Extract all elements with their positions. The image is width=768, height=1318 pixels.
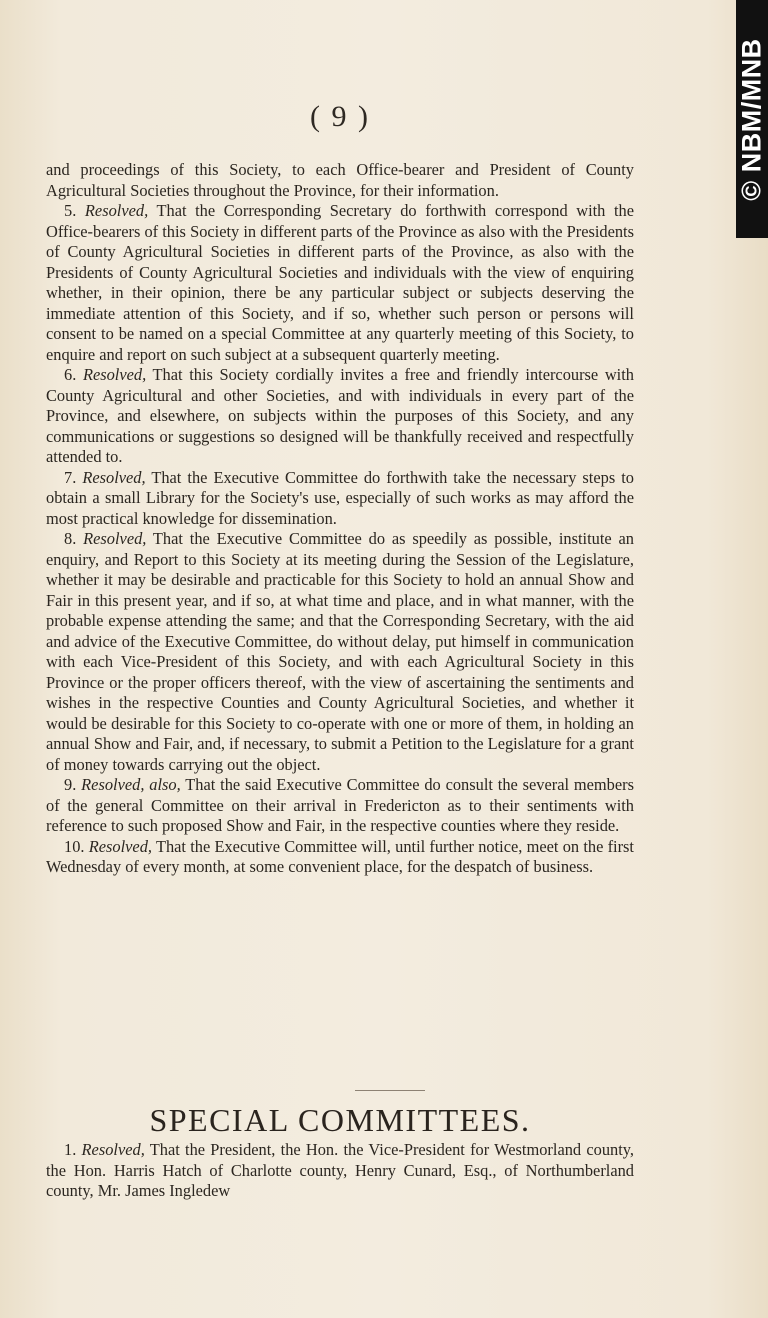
resolved-word: Resolved, also, [81, 775, 181, 794]
resolved-word: Resolved, [88, 836, 152, 856]
resolution-8 [46, 529, 634, 775]
resolution-text: That the Executive Committee do forthwith take the necessary steps to obtain a small Library for the Society's use, especially of such works as may afford the most practical knowledge for dissemination. [46, 467, 634, 528]
resolutions-text [46, 160, 634, 878]
resolution-text: That this Society cordially invites a free and friendly intercourse with County Agricultural and other Societies, and with individuals in every part of the Province, and elsewhere, on subjects within the purposes of this Society, and any communications or suggestions so designed will be thankfully received and respectfully attended to. [46, 365, 634, 466]
watermark-text: © NBM/MNB [736, 37, 767, 201]
page-number: ( 9 ) [310, 100, 370, 133]
section-heading: SPECIAL COMMITTEES. [149, 1102, 531, 1138]
resolution-number: 7. [64, 467, 77, 487]
copyright-watermark [736, 0, 768, 238]
special-resolution-1 [46, 1140, 634, 1202]
resolved-word: Resolved, [81, 1140, 145, 1159]
divider-rule [355, 1090, 425, 1091]
resolution-number: 10. [64, 836, 85, 856]
resolved-word: Resolved, [82, 467, 146, 487]
resolution-6 [46, 365, 634, 468]
intro-paragraph: and proceedings of this Society, to each Office-bearer and President of County Agricultural Societies throughout the Province, for their information. [46, 160, 634, 200]
resolution-10 [46, 837, 634, 878]
resolved-word: Resolved, [83, 529, 147, 548]
resolution-number: 8. [64, 529, 77, 548]
resolution-text: That the said Executive Committee do consult the several members of the general Committee on their arrival in Fredericton as to their sentiments with reference to such proposed Show and Fair, in the respective counties where they reside. [46, 775, 634, 835]
resolution-number: 9. [64, 775, 77, 794]
resolved-word: Resolved, [82, 365, 147, 384]
resolution-9 [46, 775, 634, 837]
resolution-5 [46, 201, 634, 365]
resolution-7 [46, 468, 634, 530]
resolution-number: 5. [64, 201, 77, 220]
resolution-text: That the Executive Committee will, until further notice, meet on the first Wednesday of every month, at some convenient place, for the despatch of business. [46, 836, 634, 876]
resolution-text: That the President, the Hon. the Vice-President for Westmorland county, the Hon. Harris Hatch of Charlotte county, Henry Cunard, Esq., of Northumberland county, Mr. James Ingledew [46, 1140, 634, 1200]
special-committees-text [46, 1140, 634, 1202]
resolution-text: That the Executive Committee do as speedily as possible, institute an enquiry, and Report to this Society at its meeting during the Session of the Legislature, whether it may be desirable and practicable for this Society to hold an annual Show and Fair in this present year, and if so, at what time and place, and in what manner, with the probable expense attending the same; and that the Corresponding Secretary, with the aid and advice of the Executive Committee, do without delay, put himself in communication with each Vice-President of this Society, and with each Agricultural Society in this Province or the proper officers thereof, with the view of ascertaining the sentiments and wishes in the respective Counties and County Agricultural Societies, and whether it would be desirable for this Society to co-operate with one or more of them, in holding an annual Show and Fair, and, if necessary, to submit a Petition to the Legislature for a grant of money towards carrying out the object. [46, 529, 634, 774]
resolution-number: 1. [64, 1140, 77, 1159]
resolved-word: Resolved, [84, 201, 149, 220]
resolution-text: That the Corresponding Secretary do forthwith correspond with the Office-bearers of this Society in different parts of the Province as also with the Presidents of County Agricultural Societies in different parts of the Province, as also with the Presidents of County Agricultural Societies and individuals with the view of enquiring whether, in their opinion, there be any particular subject or subjects deserving the immediate attention of this Society, and if so, whether such person or persons will consent to be named on a special Committee at any quarterly meeting of this Society, to enquire and report on such subject at a subsequent quarterly meeting. [46, 201, 634, 364]
resolution-number: 6. [64, 365, 77, 384]
